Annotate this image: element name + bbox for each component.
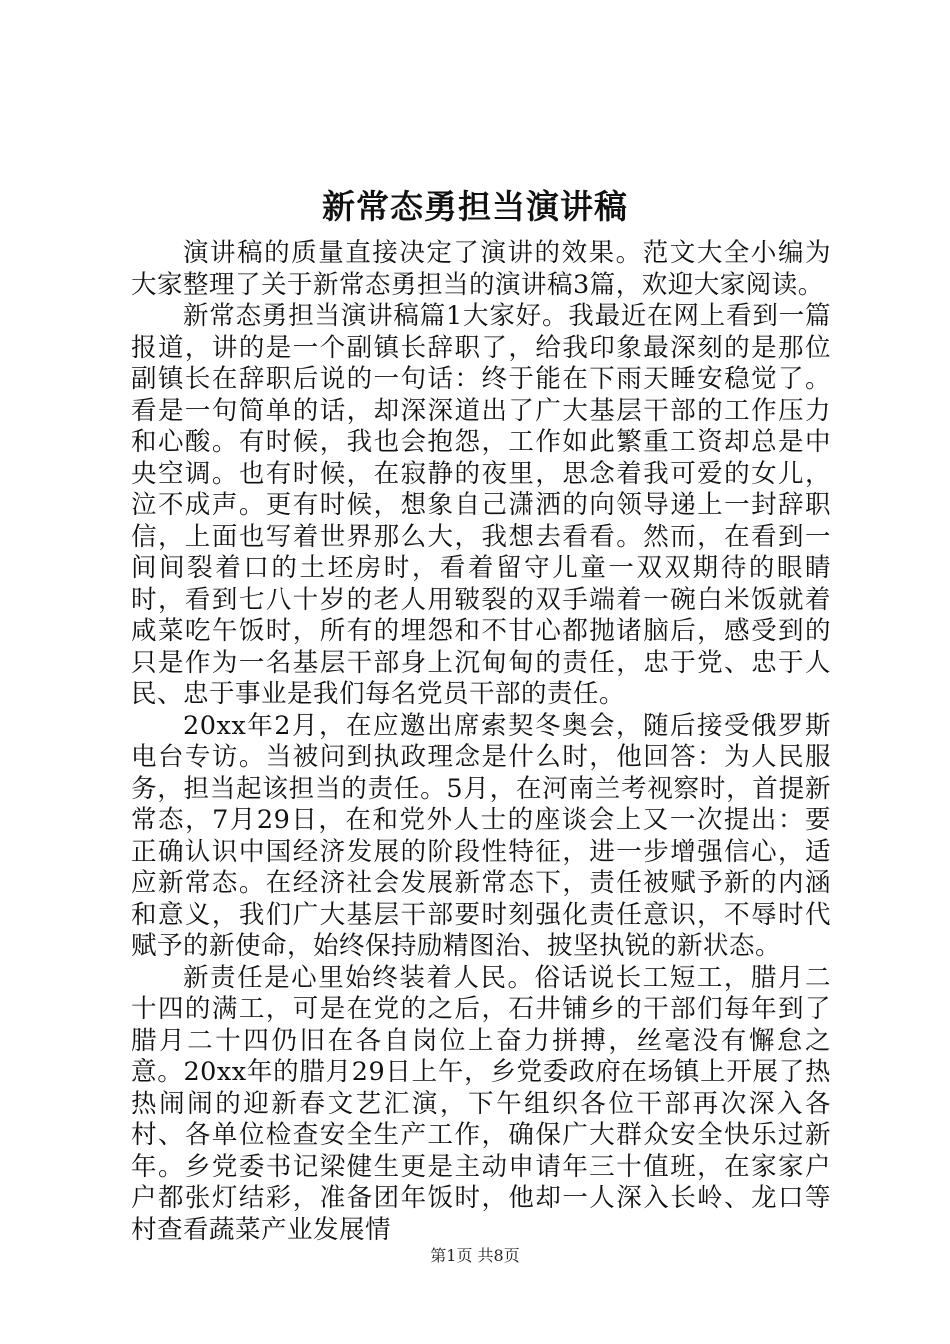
page-footer: 第1页 共8页 (430, 1246, 520, 1265)
document-body (131, 238, 831, 1246)
paragraph-speech-1: 新常态勇担当演讲稿篇1大家好。我最近在网上看到一篇报道，讲的是一个副镇长辞职了，给我印象最深刻的是那位副镇长在辞职后说的一句话：终于能在下雨天睡安稳觉了。看是一句简单的话，却深深道出了广大基层干部的工作压力和心酸。有时候，我也会抱怨，工作如此繁重工资却总是中央空调。也有时候，在寂静的夜里，思念着我可爱的女儿，泣不成声。更有时候，想象自己潇洒的向领导递上一封辞职信，上面也写着世界那么大，我想去看看。然而，在看到一间间裂着口的土坯房时，看着留守儿童一双双期待的眼睛时，看到七八十岁的老人用皲裂的双手端着一碗白米饭就着咸菜吃午饭时，所有的埋怨和不甘心都抛诸脑后，感受到的只是作为一名基层干部身上沉甸甸的责任，忠于党、忠于人民、忠于事业是我们每名党员干部的责任。 (131, 301, 831, 709)
document-title: 新常态勇担当演讲稿 (322, 187, 628, 226)
paragraph-intro: 演讲稿的质量直接决定了演讲的效果。范文大全小编为大家整理了关于新常态勇担当的演讲稿3篇，欢迎大家阅读。 (131, 238, 831, 300)
paragraph-new-responsibility: 新责任是心里始终装着人民。俗话说长工短工，腊月二十四的满工，可是在党的之后，石井铺乡的干部们每年到了腊月二十四仍旧在各自岗位上奋力拼搏，丝毫没有懈怠之意。20xx年的腊月29日上午，乡党委政府在场镇上开展了热热闹闹的迎新春文艺汇演，下午组织各位干部再次深入各村、各单位检查安全生产工作，确保广大群众安全快乐过新年。乡党委书记梁健生更是主动申请年三十值班，在家家户户都张灯结彩，准备团年饭时，他却一人深入长岭、龙口等村查看蔬菜产业发展情 (131, 962, 831, 1245)
paragraph-new-normal: 20xx年2月，在应邀出席索契冬奥会，随后接受俄罗斯电台专访。当被问到执政理念是什么时，他回答：为人民服务，担当起该担当的责任。5月，在河南兰考视察时，首提新常态，7月29日，在和党外人士的座谈会上又一次提出：要正确认识中国经济发展的阶段性特征，进一步增强信心，适应新常态。在经济社会发展新常态下，责任被赋予新的内涵和意义，我们广大基层干部要时刻强化责任意识，不辱时代赋予的新使命，始终保持励精图治、披坚执锐的新状态。 (131, 710, 831, 961)
